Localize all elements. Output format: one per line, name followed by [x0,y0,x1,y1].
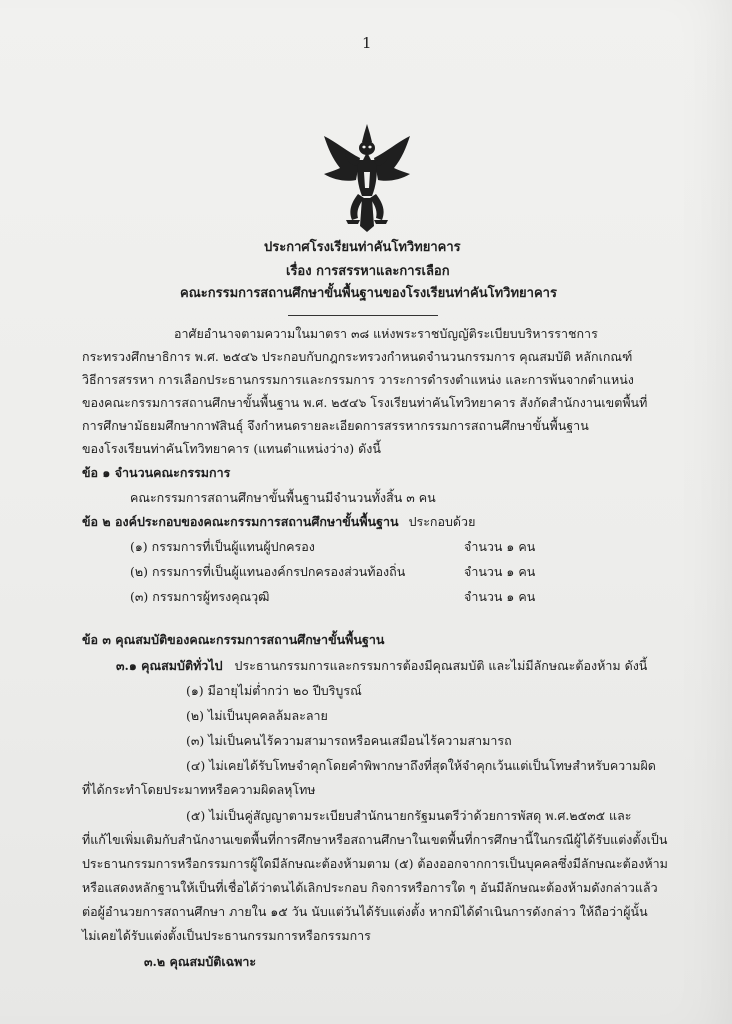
preamble-line: การศึกษามัธยมศึกษากาฬสินธุ์ จึงกำหนดรายละเอียดการสรรหากรรมการสถานศึกษาขั้นพื้นฐาน [82,418,589,433]
clause-2-item-label: (๑) กรรมการที่เป็นผู้แทนผู้ปกครอง [130,539,315,554]
preamble-line: ของคณะกรรมการสถานศึกษาขั้นพื้นฐาน พ.ศ. ๒๕๔๖ โรงเรียนท่าคันโทวิทยาคาร สังกัดสำนักงานเขตพื้นที่ [82,395,648,410]
preamble-line: วิธีการสรรหา การเลือกประธานกรรมการและกรรมการ วาระการดำรงตำแหน่ง และการพ้นจากตำแหน่ง [82,372,634,387]
qualification-item-continuation: ต่อผู้อำนวยการสถานศึกษา ภายใน ๑๕ วัน นับแต่วันได้รับแต่งตั้ง หากมิได้ดำเนินการดังกล่าว ให้ถือว่าผู้นั้น [82,904,648,919]
qualification-item: (๑) มีอายุไม่ต่ำกว่า ๒๐ ปีบริบูรณ์ [186,683,362,698]
qualification-item-continuation: หรือแสดงหลักฐานให้เป็นที่เชื่อได้ว่าตนได้เลิกประกอบ กิจการหรือการใด ๆ อันมีลักษณะต้องห้ามดังกล่าวแล้ว [82,880,658,895]
clause-2-item-label: (๒) กรรมการที่เป็นผู้แทนองค์กรปกครองส่วนท้องถิ่น [130,564,406,579]
qualification-item: (๔) ไม่เคยได้รับโทษจำคุกโดยคำพิพากษาถึงที่สุดให้จำคุกเว้นแต่เป็นโทษสำหรับความผิด [186,758,656,773]
garuda-emblem-icon [318,122,416,234]
clause-3-1-row [116,656,647,676]
qualification-item-continuation: ไม่เคยได้รับแต่งตั้งเป็นประธานกรรมการหรือกรรมการ [82,928,371,943]
subject-detail: คณะกรรมการสถานศึกษาขั้นพื้นฐานของโรงเรียนท่าคันโทวิทยาคาร [180,286,557,301]
clause-3-1-heading: ๓.๑ คุณสมบัติทั่วไป [116,658,223,673]
clause-1-text: คณะกรรมการสถานศึกษาขั้นพื้นฐานมีจำนวนทั้งสิ้น ๓ คน [130,490,436,505]
title-divider [288,315,438,316]
preamble-line: ของโรงเรียนท่าคันโทวิทยาคาร (แทนตำแหน่งว่าง) ดังนี้ [82,441,381,456]
preamble-line: อาศัยอำนาจตามความในมาตรา ๓๘ แห่งพระราชบัญญัติระเบียบบริหารราชการ [174,326,598,341]
clause-3-2-heading: ๓.๒ คุณสมบัติเฉพาะ [144,954,257,969]
clause-2-item-count: จำนวน ๑ คน [464,539,536,554]
qualification-item-continuation: ที่แก้ไขเพิ่มเติมกับสำนักงานเขตพื้นที่การศึกษาหรือสถานศึกษาในเขตพื้นที่การศึกษานี้ในกรณีผู้ได้รับแต่งตั้งเป็น [82,832,668,847]
clause-3-heading: ข้อ ๓ คุณสมบัติของคณะกรรมการสถานศึกษาขั้นพื้นฐาน [82,632,385,647]
page-number: 1 [362,34,372,52]
clause-1-heading: ข้อ ๑ จำนวนคณะกรรมการ [82,465,231,480]
clause-2-item-count: จำนวน ๑ คน [464,564,536,579]
qualification-item: (๓) ไม่เป็นคนไร้ความสามารถหรือคนเสมือนไร้ความสามารถ [186,733,512,748]
announcement-title: ประกาศโรงเรียนท่าคันโทวิทยาคาร [264,240,461,255]
clause-2-heading: ข้อ ๒ องค์ประกอบของคณะกรรมการสถานศึกษาขั้นพื้นฐาน [82,514,399,529]
clause-2-item-label: (๓) กรรมการผู้ทรงคุณวุฒิ [130,589,270,604]
clause-2-suffix: ประกอบด้วย [408,514,476,529]
subject-line: เรื่อง การสรรหาและการเลือก [286,264,450,279]
clause-2-item-count: จำนวน ๑ คน [464,589,536,604]
qualification-item: (๕) ไม่เป็นคู่สัญญาตามระเบียบสำนักนายกรัฐมนตรีว่าด้วยการพัสดุ พ.ศ.๒๕๓๕ และ [186,808,632,823]
clause-2-heading-row [82,512,475,532]
qualification-item-continuation: ที่ได้กระทำโดยประมาทหรือความผิดลหุโทษ [82,782,316,797]
clause-3-1-text: ประธานกรรมการและกรรมการต้องมีคุณสมบัติ และไม่มีลักษณะต้องห้าม ดังนี้ [234,658,648,673]
qualification-item-continuation: ประธานกรรมการหรือกรรมการผู้ใดมีลักษณะต้องห้ามตาม (๕) ต้องออกจากการเป็นบุคคลซึ่งมีลักษณะต้องห้าม [82,856,668,871]
preamble-line: กระทรวงศึกษาธิการ พ.ศ. ๒๕๔๖ ประกอบกับกฎกระทรวงกำหนดจำนวนกรรมการ คุณสมบัติ หลักเกณฑ์ [82,349,633,364]
qualification-item: (๒) ไม่เป็นบุคคลล้มละลาย [186,708,328,723]
